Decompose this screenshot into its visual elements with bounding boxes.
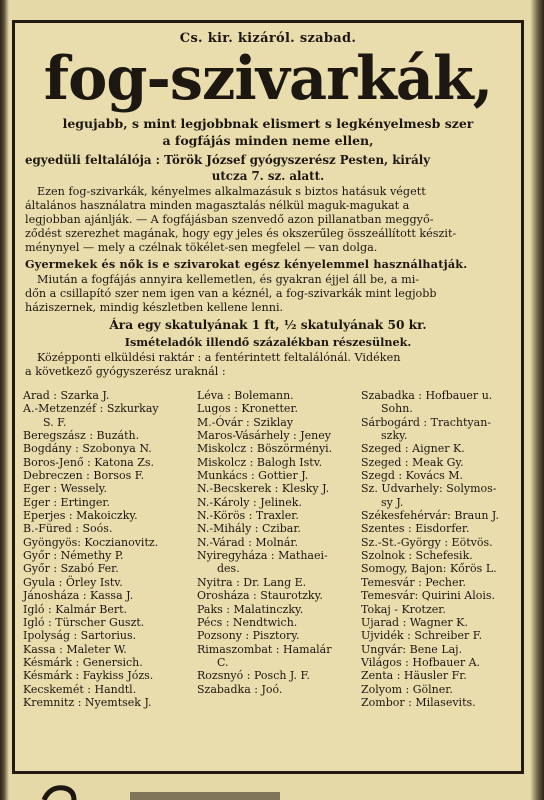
pharmacist-entry: N.-Károly : Jelinek.	[197, 495, 302, 509]
paragraph1-line-1: Ezen fog-szivarkák, kényelmes alkalmazásuk s biztos hatásuk végett	[37, 185, 426, 198]
pharmacist-entry: Szeged : Meak Gy.	[361, 455, 464, 469]
warehouse-line-2: a következő gyógyszerész uraknál :	[25, 365, 226, 378]
pharmacist-entry: Somogy, Bajon: Kőrös L.	[361, 562, 497, 576]
pharmacist-entry: Nyiregyháza : Mathaei-	[197, 549, 328, 563]
pharmacist-entry: Debreczen : Borsos F.	[23, 469, 145, 483]
pharmacist-entry: Eger : Wessely.	[23, 482, 108, 496]
pharmacist-entry: Késmárk : Faykiss Józs.	[23, 669, 154, 683]
pharmacist-entry: Kassa : Maleter W.	[23, 642, 127, 656]
pharmacist-entry: Gyula : Örley Istv.	[23, 575, 123, 589]
pharmacist-entry: Győr : Szabó Fer.	[23, 562, 119, 576]
pharmacist-column-3	[361, 389, 524, 709]
pharmacist-entry: Ujarad : Wagner K.	[361, 615, 468, 629]
pharmacist-entry: Sárbogárd : Trachtyan-	[361, 415, 492, 429]
pharmacist-entry: Lugos : Kronetter.	[197, 402, 298, 416]
pharmacist-entry: Nyitra : Dr. Lang E.	[197, 575, 307, 589]
paragraph2-line-1: Miután a fogfájás annyira kellemetlen, és gyakran éjjel áll be, a mi-	[37, 273, 420, 286]
pharmacist-entry: C.	[217, 655, 229, 669]
children-line: Gyermekek és nők is e szivarokat egész kényelemmel használhatják.	[25, 257, 468, 271]
pharmacist-entry: Szolnok : Schefesik.	[361, 549, 473, 563]
pharmacist-entry: N.-Becskerek : Klesky J.	[197, 482, 330, 496]
ad-title: fog-szivarkák,	[43, 44, 493, 114]
pharmacist-entry: B.-Füred : Soós.	[23, 522, 113, 536]
pharmacist-entry: Jánosháza : Kassa J.	[23, 589, 134, 603]
pharmacist-column-2	[197, 389, 363, 696]
pharmacist-entry: Eger : Ertinger.	[23, 495, 110, 509]
pharmacist-entry: N.-Mihály : Czibar.	[197, 522, 301, 536]
pharmacist-entry: Ungvár: Bene Laj.	[361, 642, 463, 656]
pharmacist-entry: Temesvár : Pecher.	[361, 575, 467, 589]
pharmacist-entry: Munkács : Gottier J.	[197, 469, 309, 483]
pharmacist-entry: Szabadka : Joó.	[197, 682, 283, 696]
pharmacist-entry: Paks : Malatinczky.	[197, 602, 304, 616]
pharmacist-entry: Sohn.	[381, 402, 413, 416]
pharmacist-entry: Gyöngyös: Koczianovitz.	[23, 535, 159, 549]
pharmacist-entry: Ipolyság : Sartorius.	[23, 629, 137, 643]
paragraph1-line-3: legjobban ajánlják. — A fogfájásban szenvedő azon pillanatban meggyő-	[25, 213, 434, 226]
pharmacist-entry: Szabadka : Hofbauer u.	[361, 389, 493, 402]
pharmacist-entry: Zenta : Häusler Fr.	[361, 669, 467, 683]
paragraph1-line-4: ződést szerezhet magának, hogy egy jeles és okszerűleg összeállított készit-	[25, 227, 457, 240]
pharmacist-column-1	[23, 389, 193, 709]
pharmacist-entry: Szeged : Aigner K.	[361, 442, 465, 456]
license-line: Cs. kir. kizáról. szabad.	[179, 31, 357, 46]
pharmacist-entry: Rozsnyó : Posch J. F.	[197, 669, 310, 683]
pharmacist-entry: Székesfehérvár: Braun J.	[361, 509, 499, 523]
pharmacist-entry: Temesvár: Quirini Alois.	[361, 589, 496, 603]
pharmacist-entry: Pécs : Nendtwich.	[197, 615, 298, 629]
resellers-line: Ismételadók illendő százalékban részesülnek.	[124, 335, 412, 349]
pharmacist-entry: sy J.	[381, 495, 404, 509]
pharmacist-entry: Igló : Kalmár Bert.	[23, 602, 128, 616]
pharmacist-entry: A.-Metzenzéf : Szkurkay	[23, 402, 159, 416]
pharmacist-entry: Miskolcz : Böszörményi.	[197, 442, 333, 456]
cropped-next-ad-fragment	[40, 782, 340, 800]
pharmacist-entry: Orosháza : Staurotzky.	[197, 589, 323, 603]
pharmacist-entry: Zombor : Milasevits.	[361, 695, 476, 709]
pharmacist-entry: Eperjes : Makoiczky.	[23, 509, 138, 523]
pharmacist-entry: N.-Körös : Traxler.	[197, 509, 299, 523]
pharmacist-entry: Világos : Hofbauer A.	[361, 655, 481, 669]
subtitle-line-1: legujabb, s mint legjobbnak elismert s legkényelmesb szer	[62, 116, 474, 131]
pharmacist-entry: Arad : Szarka J.	[23, 389, 110, 402]
paragraph1-line-2: általános használatra minden magasztalás nélkül maguk-magukat a	[25, 199, 410, 212]
inventor-line-2: utcza 7. sz. alatt.	[211, 169, 325, 183]
pharmacist-entry: Kremnitz : Nyemtsek J.	[23, 695, 152, 709]
pharmacist-entry: Sz. Udvarhely: Solymos-	[361, 482, 497, 496]
pharmacist-entry: Késmárk : Genersich.	[23, 655, 143, 669]
pharmacist-entry: Győr : Némethy P.	[23, 549, 124, 563]
pharmacist-entry: Sz.-St.-György : Eötvös.	[361, 535, 493, 549]
pharmacist-entry: Pozsony : Pisztory.	[197, 629, 300, 643]
pharmacist-entry: M.-Óvár : Sziklay	[197, 415, 294, 429]
pharmacist-entry: Tokaj - Krotzer.	[361, 602, 446, 616]
pharmacist-entry: S. F.	[43, 415, 67, 429]
paragraph1-line-5: ménynyel — mely a czélnak tökélet-sen megfelel — van dolga.	[25, 241, 378, 254]
pharmacist-entry: Léva : Bolemann.	[197, 389, 294, 402]
pharmacist-entry: Kecskemét : Handtl.	[23, 682, 137, 696]
paragraph2-line-3: háziszernek, mindig készletben kellene lenni.	[25, 301, 284, 314]
paragraph2-line-2: dőn a csillapító szer nem igen van a kéznél, a fog-szivarkák mint legjobb	[25, 287, 437, 300]
pharmacist-entry: szky.	[381, 429, 408, 443]
warehouse-line-1: Középponti elküldési raktár : a fentérintett feltalálónál. Vidéken	[37, 351, 401, 364]
price-line: Ára egy skatulyának 1 ft, ½ skatulyának 50 kr.	[109, 318, 427, 332]
pharmacist-entry: Bogdány : Szobonya N.	[23, 442, 152, 456]
pharmacist-entry: Szentes : Eisdorfer.	[361, 522, 470, 536]
pharmacist-entry: Zolyom : Gölner.	[361, 682, 453, 696]
pharmacist-entry: Igló : Türscher Guszt.	[23, 615, 145, 629]
subtitle-line-2: a fogfájás minden neme ellen,	[162, 133, 374, 148]
pharmacist-entry: Maros-Vásárhely : Jeney	[197, 429, 331, 443]
pharmacist-entry: Ujvidék : Schreiber F.	[361, 629, 483, 643]
pharmacist-entry: Rimaszombat : Hamalár	[197, 642, 332, 656]
pharmacist-entry: des.	[217, 562, 240, 576]
pharmacist-entry: Szegd : Kovács M.	[361, 469, 464, 483]
pharmacist-entry: Beregszász : Buzáth.	[23, 429, 140, 443]
pharmacist-entry: Boros-Jenő : Katona Zs.	[23, 455, 155, 469]
pharmacist-entry: Miskolcz : Balogh Istv.	[197, 455, 323, 469]
pharmacist-entry: N.-Várad : Molnár.	[197, 535, 298, 549]
inventor-line-1: egyedüli feltalálója : Török József gyógyszerész Pesten, király	[25, 153, 431, 167]
advertisement-box	[12, 20, 524, 774]
